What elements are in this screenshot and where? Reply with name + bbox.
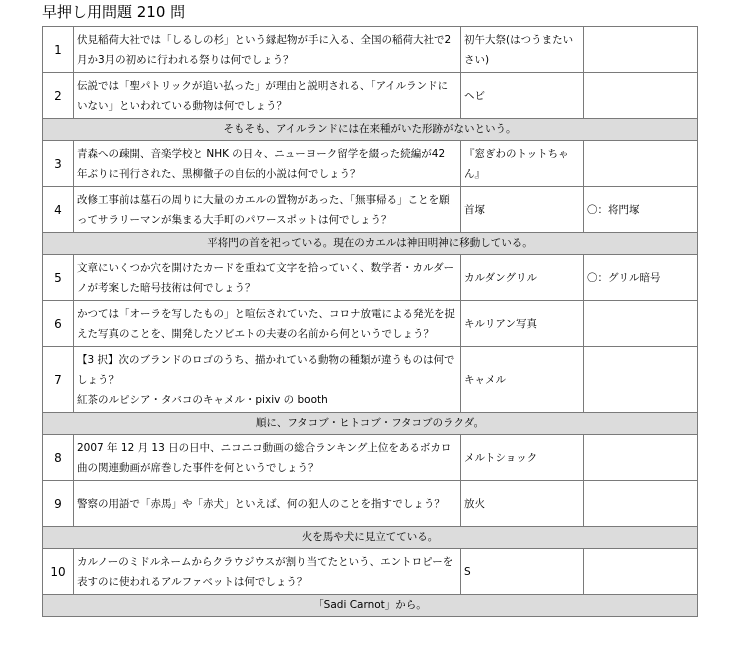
answer-note (584, 347, 698, 413)
question-text: 伝説では「聖パトリックが追い払った」が理由と説明される、「アイルランドにいない」といわれている動物は何でしょう？ (74, 73, 461, 119)
question-text: 2007 年 12 月 13 日の日中、ニコニコ動画の総合ランキング上位をあるボカロ曲の関連動画が席巻した事件を何というでしょう？ (74, 435, 461, 481)
question-text (74, 347, 461, 413)
answer-text: 首塚 (461, 187, 584, 233)
question-row (43, 141, 698, 187)
commentary-text: 順に、フタコブ・ヒトコブ・フタコブのラクダ。 (43, 413, 698, 435)
answer-note (584, 73, 698, 119)
answer-note: 〇：将門塚 (584, 187, 698, 233)
commentary-text: 「Sadi Carnot」から。 (43, 595, 698, 617)
question-text: カルノーのミドルネームからクラウジウスが割り当てたという、エントロピーを表すのに使われるアルファベットは何でしょう？ (74, 549, 461, 595)
answer-note (584, 481, 698, 527)
commentary-row (43, 413, 698, 435)
answer-text: カルダングリル (461, 255, 584, 301)
commentary-row (43, 119, 698, 141)
answer-note (584, 549, 698, 595)
question-row (43, 347, 698, 413)
answer-text: キャメル (461, 347, 584, 413)
question-row (43, 187, 698, 233)
answer-text: S (461, 549, 584, 595)
question-text: 文章にいくつか穴を開けたカードを重ねて文字を拾っていく、数学者・カルダーノが考案した暗号技術は何でしょう？ (74, 255, 461, 301)
question-row (43, 27, 698, 73)
answer-text: メルトショック (461, 435, 584, 481)
answer-note (584, 27, 698, 73)
question-number: 10 (43, 549, 74, 595)
question-number: 4 (43, 187, 74, 233)
question-text-line: 紅茶のルピシア・タバコのキャメル・pixiv の booth (77, 393, 328, 406)
answer-text: 『窓ぎわのトットちゃん』 (461, 141, 584, 187)
question-number: 7 (43, 347, 74, 413)
commentary-text: 平将門の首を祀っている。現在のカエルは神田明神に移動している。 (43, 233, 698, 255)
question-text: 警察の用語で「赤馬」や「赤犬」といえば、何の犯人のことを指すでしょう？ (74, 481, 461, 527)
question-text: 伏見稲荷大社では「しるしの杉」という縁起物が手に入る、全国の稲荷大社で2月か3月の初めに行われる祭りは何でしょう？ (74, 27, 461, 73)
answer-text: 初午大祭(はつうまたいさい) (461, 27, 584, 73)
question-number: 3 (43, 141, 74, 187)
question-row (43, 549, 698, 595)
quiz-table (42, 26, 698, 617)
answer-text: ヘビ (461, 73, 584, 119)
answer-note: 〇：グリル暗号 (584, 255, 698, 301)
question-row (43, 435, 698, 481)
commentary-row (43, 233, 698, 255)
question-text: 改修工事前は墓石の周りに大量のカエルの置物があった、「無事帰る」ことを願ってサラリーマンが集まる大手町のパワースポットは何でしょう？ (74, 187, 461, 233)
question-text: 青森への疎開、音楽学校と NHK の日々、ニューヨーク留学を綴った続編が42 年ぶりに刊行された、黒柳徹子の自伝的小説は何でしょう？ (74, 141, 461, 187)
question-number: 8 (43, 435, 74, 481)
answer-text: キルリアン写真 (461, 301, 584, 347)
question-number: 9 (43, 481, 74, 527)
question-text-line: 【3 択】次のブランドのロゴのうち、描かれている動物の種類が違うものは何でしょう？ (77, 353, 455, 386)
question-text: かつては「オーラを写したもの」と喧伝されていた、コロナ放電による発光を捉えた写真のことを、開発したソビエトの夫妻の名前から何というでしょう？ (74, 301, 461, 347)
question-number: 5 (43, 255, 74, 301)
commentary-row (43, 527, 698, 549)
question-row (43, 73, 698, 119)
question-row (43, 481, 698, 527)
question-number: 6 (43, 301, 74, 347)
commentary-row (43, 595, 698, 617)
question-row (43, 255, 698, 301)
answer-note (584, 141, 698, 187)
answer-text: 放火 (461, 481, 584, 527)
commentary-text: 火を馬や犬に見立てている。 (43, 527, 698, 549)
question-number: 2 (43, 73, 74, 119)
answer-note (584, 435, 698, 481)
document-title: 早押し用問題 210 問 (42, 3, 186, 21)
commentary-text: そもそも、アイルランドには在来種がいた形跡がないという。 (43, 119, 698, 141)
question-row (43, 301, 698, 347)
answer-note (584, 301, 698, 347)
question-number: 1 (43, 27, 74, 73)
